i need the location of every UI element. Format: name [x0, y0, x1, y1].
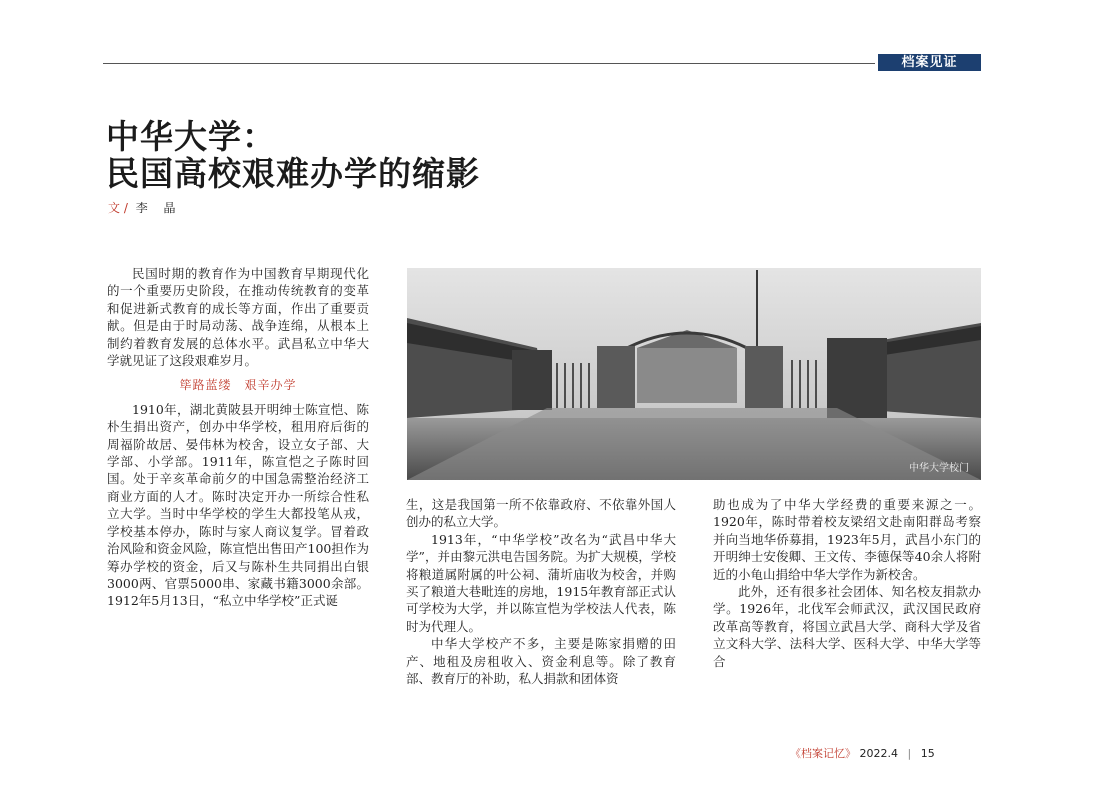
column-left — [107, 265, 369, 610]
article-title — [106, 118, 806, 192]
title-line-1: 中华大学： — [106, 117, 276, 156]
byline-prefix: 文 / — [108, 201, 128, 215]
column-middle — [406, 496, 676, 687]
intro-paragraph: 民国时期的教育作为中国教育早期现代化的一个重要历史阶段，在推动传统教育的变革和促进新式教育的成长等方面，作出了重要贡献。但是由于时局动荡、战争连绵，从根本上制约着教育发展的总体水平。武昌私立中华大学就见证了这段艰难岁月。 — [107, 266, 369, 369]
header-rule — [103, 63, 875, 64]
photo-caption: 中华大学校门 — [909, 463, 969, 474]
mid-paragraph-3: 中华大学校产不多，主要是陈家捐赠的田产、地租及房租收入、资金利息等。除了教育部、教育厅的补助，私人捐款和团体资 — [406, 636, 676, 687]
issue-number: 2022.4 — [859, 747, 898, 760]
mid-paragraph-1: 生，这是我国第一所不依靠政府、不依靠外国人创办的私立大学。 — [406, 497, 676, 530]
campus-gate-photo — [407, 268, 981, 480]
subheading: 筚路蓝缕 艰辛办学 — [179, 378, 297, 393]
section-badge: 档案见证 — [878, 54, 981, 71]
column-right — [713, 496, 981, 670]
page-footer — [790, 745, 935, 761]
left-body-paragraph: 1910年，湖北黄陂县开明绅士陈宣恺、陈朴生捐出资产，创办中华学校，租用府后街的周福阶故居、晏伟林为校舍，设立女子部、大学部、小学部。1911年，陈宣恺之子陈时回国。处于辛亥革命前夕的中国急需整治经济工商业方面的人才。陈时决定开办一所综合性私立大学。当时中华学校的学生大都投笔从戎，学校基本停办，陈时与家人商议复学。冒着政治风险和资金风险，陈宣恺出售田产100担作为筹办学校的资金，后又与陈朴生共同捐出白银3000两、官票5000串、家藏书籍3000余部。1912年5月13日，“私立中华学校”正式诞 — [107, 401, 369, 609]
page-number: 15 — [920, 747, 935, 760]
byline — [108, 199, 182, 216]
right-paragraph-1: 助也成为了中华大学经费的重要来源之一。1920年，陈时带着校友梁绍文赴南阳群岛考察并向当地华侨募捐，1923年5月，武昌小东门的开明绅士安俊卿、王文传、李德保等40余人将附近的小龟山捐给中华大学作为新校舍。 — [713, 497, 981, 582]
magazine-name: 《档案记忆》 — [790, 747, 856, 760]
mid-paragraph-2: 1913年，“中华学校”改名为“武昌中华大学”，并由黎元洪电告国务院。为扩大规模，学校将粮道属附属的叶公祠、蒲圻庙收为校舍，并购买了粮道大巷毗连的房地，1915年教育部正式认可学校为大学，并以陈宣恺为学校法人代表，陈时为代理人。 — [406, 531, 676, 634]
title-line-2: 民国高校艰难办学的缩影 — [106, 154, 480, 193]
right-paragraph-2: 此外，还有很多社会团体、知名校友捐款办学。1926年，北伐军会师武汉，武汉国民政府改革高等教育，将国立武昌大学、商科大学及省立文科大学、法科大学、医科大学、中华大学等合 — [713, 584, 981, 669]
footer-divider: | — [907, 747, 912, 760]
photo-illustration — [407, 268, 981, 480]
author-name: 李 晶 — [135, 201, 182, 215]
